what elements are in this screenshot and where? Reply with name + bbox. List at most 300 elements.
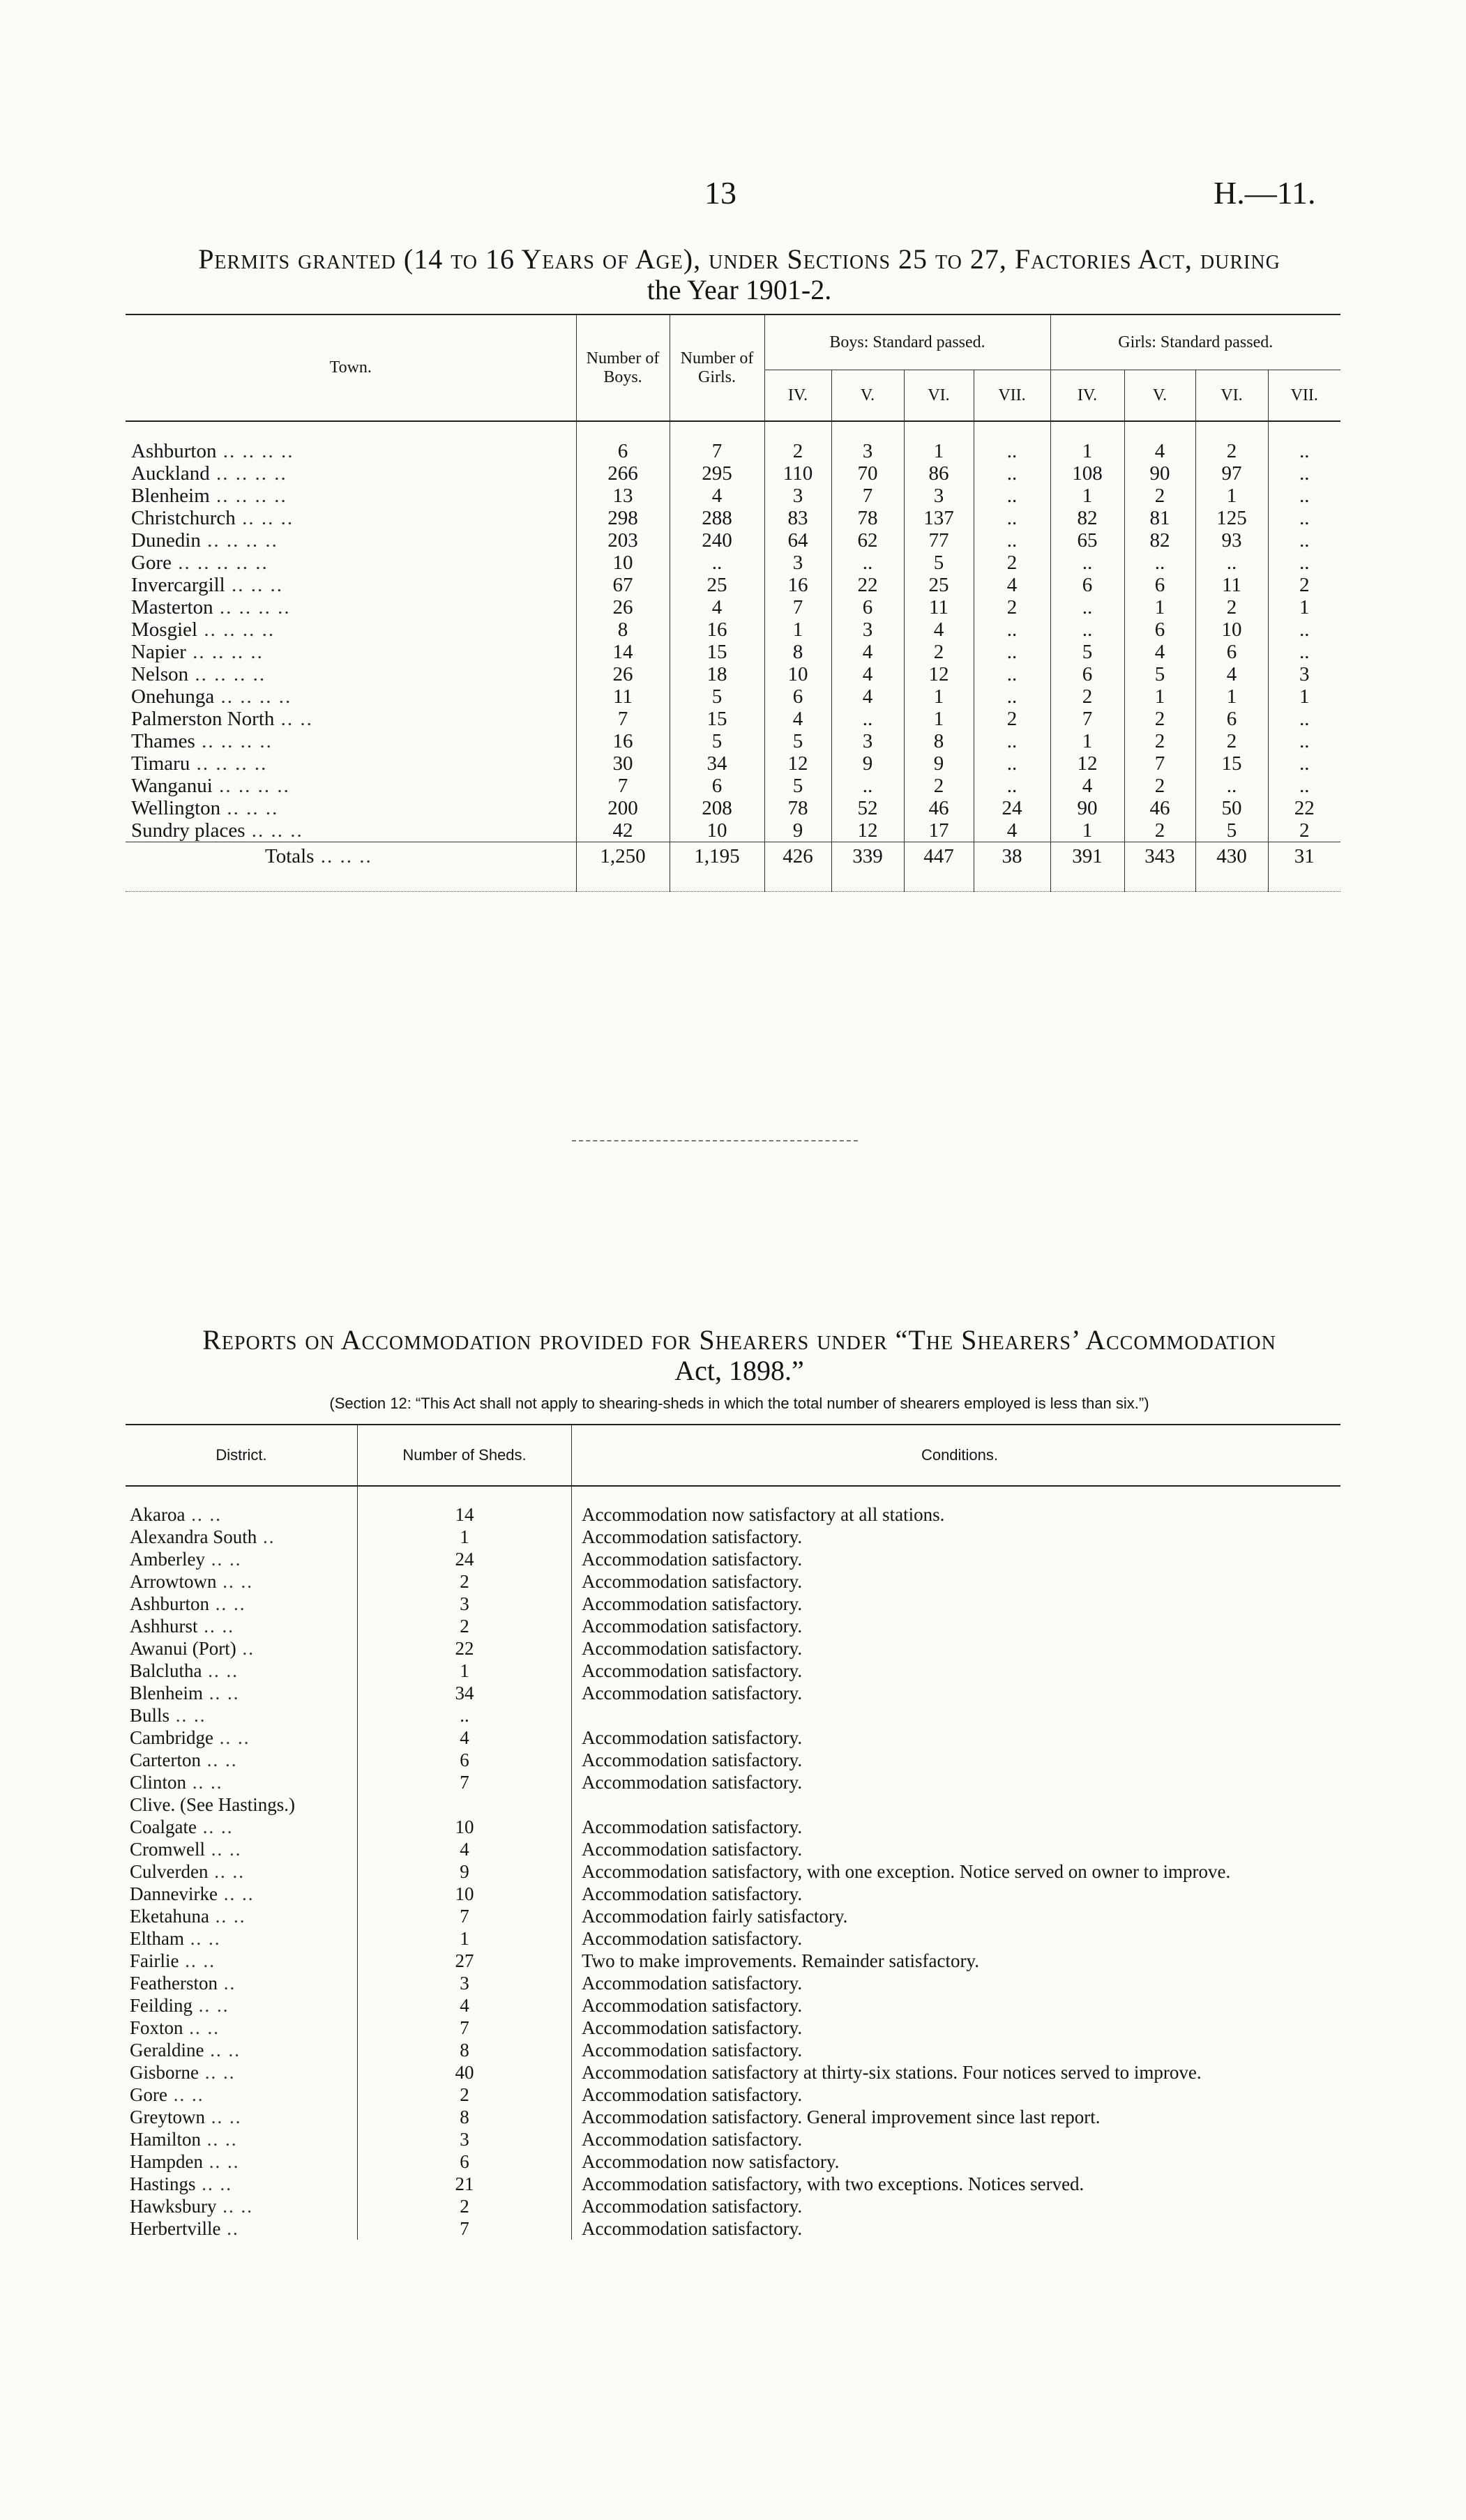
town-cell	[126, 730, 576, 752]
table-row	[126, 1972, 1340, 1994]
total-b7: 38	[974, 842, 1050, 892]
cell-g7: ..	[1268, 440, 1340, 462]
conditions-text: Accommodation satisfactory.	[572, 1548, 1341, 1570]
cell-b5: 3	[831, 730, 904, 752]
cell-girls: 208	[670, 797, 764, 819]
cell-g7: 22	[1268, 797, 1340, 819]
town-cell	[126, 819, 576, 842]
district-name: Alexandra South	[130, 1526, 257, 1547]
cell-b6: 2	[904, 641, 974, 663]
conditions-text: Accommodation satisfactory.	[572, 1816, 1341, 1838]
table-row	[126, 1905, 1340, 1927]
leader-dots: .. ..	[169, 1705, 206, 1726]
cell-g6: 1	[1195, 685, 1268, 708]
total-g6: 430	[1195, 842, 1268, 892]
district-cell	[126, 2217, 358, 2240]
leader-dots: .. .. .. ..	[209, 462, 287, 485]
cell-b4: 83	[764, 507, 831, 529]
town-cell	[126, 797, 576, 819]
cell-b6: 5	[904, 552, 974, 574]
total-b6: 447	[904, 842, 974, 892]
spacer-cell	[358, 1486, 572, 1503]
cell-b4: 5	[764, 730, 831, 752]
leader-dots: ..	[217, 1973, 236, 1994]
conditions-text: Accommodation satisfactory.	[572, 1593, 1341, 1615]
spacer-cell	[1195, 421, 1268, 440]
table-row	[126, 641, 1340, 663]
leader-dots: .. .. .. ..	[216, 440, 294, 462]
cell-boys: 200	[576, 797, 670, 819]
leader-dots: .. .. .. ..	[197, 618, 275, 641]
conditions-text: Accommodation satisfactory.	[572, 1838, 1341, 1860]
cell-g7: ..	[1268, 485, 1340, 507]
table-row	[126, 1503, 1340, 1526]
table-row	[126, 663, 1340, 685]
leader-dots: .. .. .. ..	[195, 730, 273, 752]
cell-g5: 81	[1124, 507, 1195, 529]
district-name: Geraldine	[130, 2040, 204, 2060]
cell-girls: 15	[670, 641, 764, 663]
cell-b7: ..	[974, 529, 1050, 552]
table-row	[126, 1816, 1340, 1838]
conditions-text: Accommodation satisfactory.	[572, 2017, 1341, 2039]
cell-g7: 1	[1268, 685, 1340, 708]
spacer-cell	[764, 421, 831, 440]
cell-b6: 77	[904, 529, 974, 552]
cell-b7: ..	[974, 618, 1050, 641]
district-name: Herbertville	[130, 2218, 221, 2239]
town-cell	[126, 641, 576, 663]
town-name: Ashburton	[131, 440, 217, 462]
leader-dots: ..	[257, 1526, 275, 1547]
cell-g7: ..	[1268, 708, 1340, 730]
spacer-cell	[974, 421, 1050, 440]
cell-boys: 10	[576, 552, 670, 574]
sheds-count: 34	[358, 1682, 572, 1704]
cell-g6: 11	[1195, 574, 1268, 596]
cell-boys: 67	[576, 574, 670, 596]
town-name: Mosgiel	[131, 618, 198, 641]
table-row	[126, 1771, 1340, 1793]
header-girls-std-v: V.	[1124, 370, 1195, 422]
cell-b5: 3	[831, 440, 904, 462]
cell-g5: 4	[1124, 641, 1195, 663]
cell-g7: 3	[1268, 663, 1340, 685]
town-name: Wellington	[131, 797, 221, 819]
cell-b5: 70	[831, 462, 904, 485]
district-name: Culverden	[130, 1861, 209, 1882]
cell-b7: ..	[974, 462, 1050, 485]
cell-g7: ..	[1268, 775, 1340, 797]
cell-b7: ..	[974, 663, 1050, 685]
cell-g5: 6	[1124, 574, 1195, 596]
conditions-text: Accommodation satisfactory.	[572, 1637, 1341, 1660]
cell-girls: 15	[670, 708, 764, 730]
cell-b4: 9	[764, 819, 831, 842]
spacer-cell	[831, 421, 904, 440]
conditions-text: Accommodation satisfactory.	[572, 1660, 1341, 1682]
conditions-text: Accommodation satisfactory.	[572, 1972, 1341, 1994]
sheds-count: ..	[358, 1704, 572, 1726]
cell-girls: 16	[670, 618, 764, 641]
totals-row	[126, 842, 1340, 892]
cell-g7: ..	[1268, 507, 1340, 529]
cell-b7: 24	[974, 797, 1050, 819]
district-cell	[126, 1972, 358, 1994]
district-name: Amberley	[130, 1549, 205, 1570]
header-number-of-sheds: Number of Sheds.	[358, 1425, 572, 1486]
cell-g5: 4	[1124, 440, 1195, 462]
leader-dots: .. ..	[179, 1950, 216, 1971]
permits-table	[126, 314, 1340, 893]
cell-b4: 3	[764, 552, 831, 574]
cell-b5: 4	[831, 685, 904, 708]
cell-g6: 125	[1195, 507, 1268, 529]
cell-g4: 108	[1050, 462, 1124, 485]
table-row	[126, 2128, 1340, 2150]
sheds-count: 24	[358, 1548, 572, 1570]
sheds-count: 8	[358, 2039, 572, 2061]
town-name: Sundry places	[131, 819, 245, 842]
table-row	[126, 507, 1340, 529]
spacer-cell	[126, 1486, 358, 1503]
leader-dots: .. ..	[197, 1616, 235, 1637]
table-row	[126, 1726, 1340, 1749]
cell-g6: 15	[1195, 752, 1268, 775]
conditions-text: Accommodation satisfactory at thirty-six stations. Four notices served to improve.	[572, 2061, 1341, 2083]
table-row	[126, 2017, 1340, 2039]
leader-dots: .. ..	[204, 2040, 241, 2060]
cell-g4: ..	[1050, 596, 1124, 618]
cell-g4: ..	[1050, 618, 1124, 641]
cell-b4: 110	[764, 462, 831, 485]
district-name: Awanui (Port)	[130, 1638, 236, 1659]
cell-g7: ..	[1268, 529, 1340, 552]
conditions-text: Accommodation satisfactory.	[572, 2128, 1341, 2150]
district-name: Akaroa	[130, 1504, 186, 1525]
cell-b7: 4	[974, 574, 1050, 596]
leader-dots: .. .. .. ..	[212, 775, 290, 797]
district-cell	[126, 2106, 358, 2128]
cell-girls: 240	[670, 529, 764, 552]
cell-g7: ..	[1268, 552, 1340, 574]
cell-g7: 1	[1268, 596, 1340, 618]
conditions-text: Accommodation satisfactory.	[572, 1682, 1341, 1704]
conditions-text: Accommodation satisfactory.	[572, 2083, 1341, 2106]
leader-dots: .. ..	[202, 2151, 240, 2172]
sheds-count: 4	[358, 1726, 572, 1749]
district-cell	[126, 1771, 358, 1793]
cell-g4: 82	[1050, 507, 1124, 529]
conditions-text: Accommodation satisfactory.	[572, 1749, 1341, 1771]
cell-girls: 5	[670, 730, 764, 752]
cell-g4: 65	[1050, 529, 1124, 552]
sheds-count: 2	[358, 2195, 572, 2217]
sheds-count: 27	[358, 1950, 572, 1972]
spacer-cell	[904, 421, 974, 440]
cell-b6: 1	[904, 708, 974, 730]
leader-dots: .. .. .. ..	[209, 485, 287, 507]
sheds-count: 1	[358, 1927, 572, 1950]
header-town: Town.	[126, 314, 576, 421]
table-row	[126, 1950, 1340, 1972]
header-boys-std-iv: IV.	[764, 370, 831, 422]
cell-b7: ..	[974, 507, 1050, 529]
page-number: 13	[704, 175, 736, 211]
district-cell	[126, 1615, 358, 1637]
table-row	[126, 685, 1340, 708]
district-name: Ashhurst	[130, 1616, 198, 1637]
cell-girls: 4	[670, 485, 764, 507]
cell-g6: ..	[1195, 552, 1268, 574]
spacer-cell	[126, 421, 576, 440]
cell-b6: 12	[904, 663, 974, 685]
conditions-text: Accommodation satisfactory.	[572, 1927, 1341, 1950]
conditions-text	[572, 1704, 1341, 1726]
sheds-count: 10	[358, 1816, 572, 1838]
section-divider	[572, 1140, 858, 1141]
spacer-cell	[572, 1486, 1341, 1503]
sheds-count: 4	[358, 1838, 572, 1860]
cell-boys: 298	[576, 507, 670, 529]
cell-b4: 8	[764, 641, 831, 663]
cell-g6: 97	[1195, 462, 1268, 485]
cell-g5: 1	[1124, 685, 1195, 708]
town-cell	[126, 708, 576, 730]
header-boys-std-vii: VII.	[974, 370, 1050, 422]
district-name: Hawksbury	[130, 2196, 217, 2217]
conditions-text: Accommodation satisfactory.	[572, 1570, 1341, 1593]
section-note: (Section 12: “This Act shall not apply to shearing-sheds in which the total number of shearers employed is less than six.”)	[329, 1395, 1149, 1412]
town-name: Onehunga	[131, 685, 215, 708]
cell-b6: 11	[904, 596, 974, 618]
cell-girls: 5	[670, 685, 764, 708]
cell-b7: 2	[974, 552, 1050, 574]
total-b4: 426	[764, 842, 831, 892]
cell-b6: 1	[904, 685, 974, 708]
table-row	[126, 552, 1340, 574]
cell-b7: 4	[974, 819, 1050, 842]
cell-g4: 6	[1050, 663, 1124, 685]
district-name: Arrowtown	[130, 1571, 217, 1592]
leader-dots: .. ..	[201, 2129, 238, 2150]
leader-dots: .. ..	[183, 2017, 220, 2038]
table-row	[126, 1615, 1340, 1637]
cell-b7: 2	[974, 708, 1050, 730]
cell-g5: 2	[1124, 819, 1195, 842]
header-district: District.	[126, 1425, 358, 1486]
cell-b4: 64	[764, 529, 831, 552]
town-cell	[126, 663, 576, 685]
leader-dots: .. ..	[200, 1749, 238, 1770]
cell-b4: 2	[764, 440, 831, 462]
district-cell	[126, 2083, 358, 2106]
leader-dots: .. ..	[216, 2196, 253, 2217]
table-row	[126, 1593, 1340, 1615]
cell-girls: 7	[670, 440, 764, 462]
table-end-rule	[126, 892, 1340, 894]
table-row	[126, 2039, 1340, 2061]
cell-boys: 26	[576, 596, 670, 618]
conditions-text: Accommodation fairly satisfactory.	[572, 1905, 1341, 1927]
sheds-count: 7	[358, 1771, 572, 1793]
cell-b4: 16	[764, 574, 831, 596]
table-row	[126, 2083, 1340, 2106]
district-cell	[126, 1660, 358, 1682]
header-boys-std-vi: VI.	[904, 370, 974, 422]
town-cell	[126, 574, 576, 596]
district-cell	[126, 1726, 358, 1749]
table-row	[126, 1883, 1340, 1905]
leader-dots: .. ..	[185, 1504, 222, 1525]
district-cell	[126, 2150, 358, 2173]
sheds-count: 4	[358, 1994, 572, 2017]
district-cell	[126, 1994, 358, 2017]
cell-g6: 2	[1195, 440, 1268, 462]
town-cell	[126, 507, 576, 529]
district-name: Greytown	[130, 2107, 205, 2127]
cell-girls: 6	[670, 775, 764, 797]
table-row	[126, 2195, 1340, 2217]
cell-g4: 1	[1050, 440, 1124, 462]
cell-g5: 1	[1124, 596, 1195, 618]
district-cell	[126, 1682, 358, 1704]
town-name: Napier	[131, 641, 186, 663]
conditions-text: Accommodation now satisfactory.	[572, 2150, 1341, 2173]
district-name: Dannevirke	[130, 1883, 218, 1904]
conditions-text: Accommodation satisfactory.	[572, 2039, 1341, 2061]
table-row	[126, 1637, 1340, 1660]
totals-label-cell	[126, 842, 576, 892]
totals-label: Totals	[265, 845, 315, 867]
table-row	[126, 1682, 1340, 1704]
cell-g6: 6	[1195, 641, 1268, 663]
cell-g4: 1	[1050, 485, 1124, 507]
table-row	[126, 2150, 1340, 2173]
conditions-text: Two to make improvements. Remainder satisfactory.	[572, 1950, 1341, 1972]
cell-girls: 25	[670, 574, 764, 596]
sheds-count: 7	[358, 2217, 572, 2240]
cell-b5: ..	[831, 708, 904, 730]
permits-title-line2: the Year 1901-2.	[647, 274, 832, 305]
table-row	[126, 797, 1340, 819]
cell-girls: 18	[670, 663, 764, 685]
table-row	[126, 2217, 1340, 2240]
town-cell	[126, 552, 576, 574]
header-girls-std-iv: IV.	[1050, 370, 1124, 422]
district-cell	[126, 1749, 358, 1771]
cell-g7: ..	[1268, 752, 1340, 775]
cell-b5: 62	[831, 529, 904, 552]
table-row	[126, 1660, 1340, 1682]
district-cell	[126, 2128, 358, 2150]
conditions-text	[572, 1793, 1341, 1816]
spacer-cell	[670, 421, 764, 440]
district-cell	[126, 2195, 358, 2217]
table-end-cell	[126, 892, 1340, 894]
table-row	[126, 1793, 1340, 1816]
sheds-count: 6	[358, 1749, 572, 1771]
header-boys-std-v: V.	[831, 370, 904, 422]
district-name: Clinton	[130, 1772, 187, 1793]
cell-b7: ..	[974, 752, 1050, 775]
header-girls-std-vi: VI.	[1195, 370, 1268, 422]
leader-dots: .. ..	[213, 1727, 250, 1748]
table-row	[126, 775, 1340, 797]
district-name: Foxton	[130, 2017, 183, 2038]
sheds-count: 3	[358, 1593, 572, 1615]
town-name: Palmerston North	[131, 708, 275, 730]
cell-b4: 5	[764, 775, 831, 797]
leader-dots: .. ..	[192, 1995, 229, 2016]
cell-boys: 266	[576, 462, 670, 485]
table-row	[126, 752, 1340, 775]
sheds-count: 3	[358, 1972, 572, 1994]
district-name: Blenheim	[130, 1683, 203, 1703]
town-name: Nelson	[131, 663, 189, 685]
cell-boys: 203	[576, 529, 670, 552]
district-name: Balclutha	[130, 1660, 202, 1681]
district-cell	[126, 1793, 358, 1816]
table-row	[126, 596, 1340, 618]
cell-b5: ..	[831, 552, 904, 574]
district-cell	[126, 2061, 358, 2083]
leader-dots: .. .. .. .. ..	[171, 552, 269, 574]
cell-girls: 34	[670, 752, 764, 775]
table-row	[126, 1994, 1340, 2017]
spacer-row	[126, 1486, 1340, 1503]
leader-dots: .. ..	[209, 1906, 246, 1927]
cell-b6: 46	[904, 797, 974, 819]
district-cell	[126, 1927, 358, 1950]
cell-g4: 2	[1050, 685, 1124, 708]
town-cell	[126, 685, 576, 708]
town-name: Wanganui	[131, 775, 213, 797]
cell-g5: 90	[1124, 462, 1195, 485]
cell-b4: 4	[764, 708, 831, 730]
header-girls-std-vii: VII.	[1268, 370, 1340, 422]
town-cell	[126, 775, 576, 797]
cell-boys: 6	[576, 440, 670, 462]
district-cell	[126, 1526, 358, 1548]
cell-b5: 7	[831, 485, 904, 507]
district-name: Hampden	[130, 2151, 203, 2172]
conditions-text: Accommodation satisfactory, with two exceptions. Notices served.	[572, 2173, 1341, 2195]
district-cell	[126, 1593, 358, 1615]
district-cell	[126, 1503, 358, 1526]
town-cell	[126, 440, 576, 462]
table-row	[126, 1749, 1340, 1771]
cell-g5: 2	[1124, 485, 1195, 507]
conditions-text: Accommodation satisfactory. General improvement since last report.	[572, 2106, 1341, 2128]
town-cell	[126, 529, 576, 552]
shearers-title-line2: Act, 1898.”	[674, 1355, 804, 1386]
shearers-table	[126, 1424, 1340, 2240]
total-g7: 31	[1268, 842, 1340, 892]
cell-g5: 5	[1124, 663, 1195, 685]
district-cell	[126, 1838, 358, 1860]
cell-b4: 1	[764, 618, 831, 641]
district-name: Gisborne	[130, 2062, 199, 2083]
leader-dots: .. .. .. ..	[190, 752, 268, 775]
cell-g6: 2	[1195, 730, 1268, 752]
table-row	[126, 574, 1340, 596]
cell-b6: 86	[904, 462, 974, 485]
cell-g6: 10	[1195, 618, 1268, 641]
spacer-cell	[1050, 421, 1124, 440]
cell-b6: 8	[904, 730, 974, 752]
table-row	[126, 1548, 1340, 1570]
